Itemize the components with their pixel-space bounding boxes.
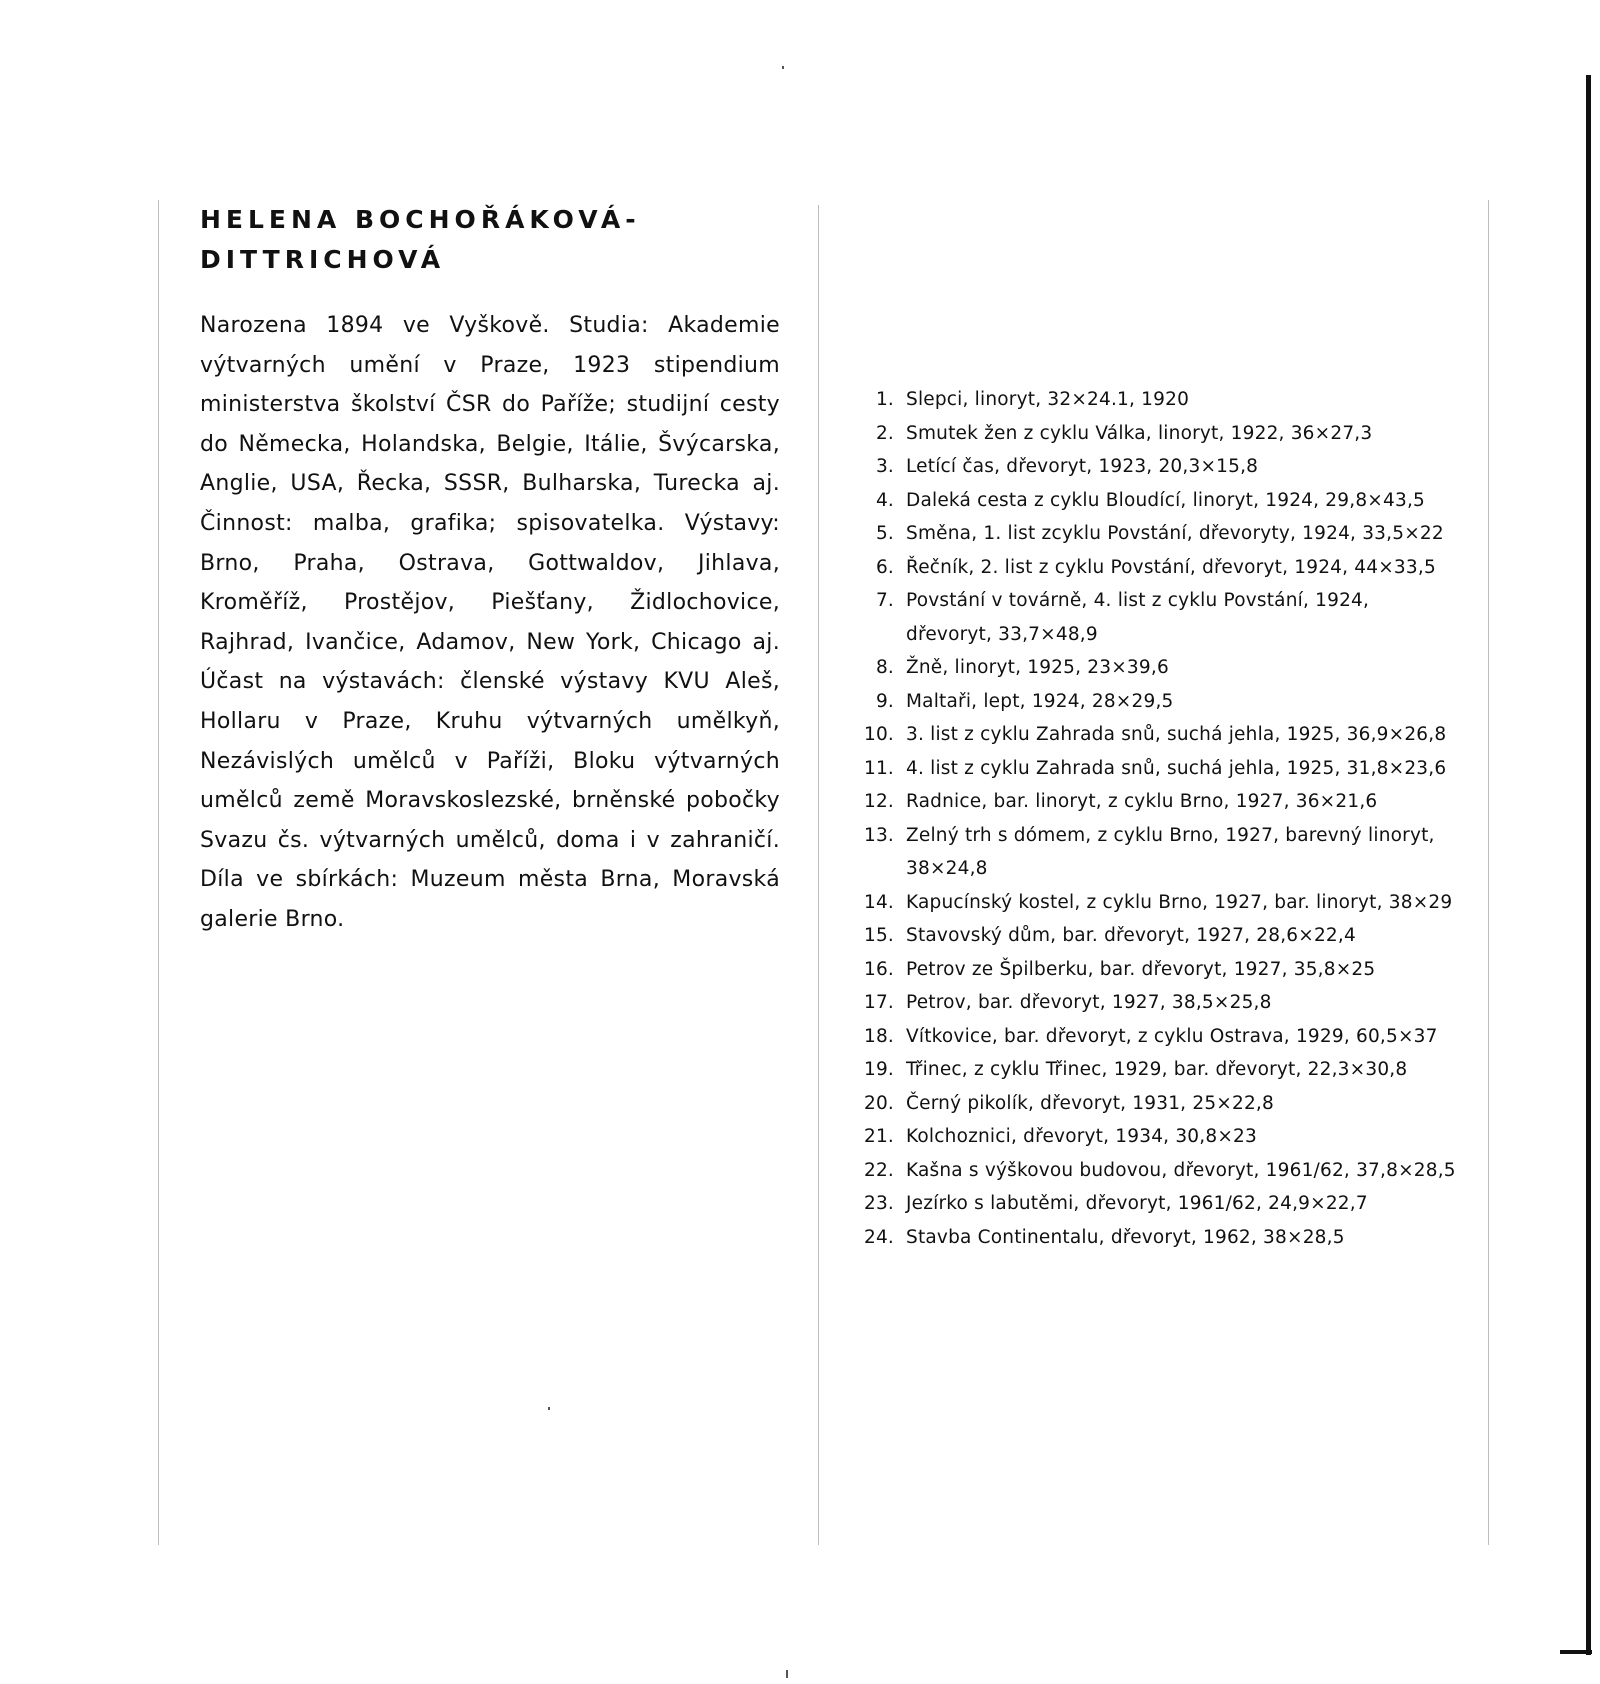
work-number: 18. (863, 1025, 894, 1047)
work-number: 6. (875, 556, 894, 578)
work-item (858, 1087, 1458, 1121)
work-item (858, 919, 1458, 953)
work-description: Zelný trh s dómem, z cyklu Brno, 1927, barevný linoryt, 38×24,8 (906, 824, 1435, 879)
work-item (858, 484, 1458, 518)
work-description: Kašna s výškovou budovou, dřevoryt, 1961/62, 37,8×28,5 (906, 1159, 1456, 1181)
work-description: Vítkovice, bar. dřevoryt, z cyklu Ostrava, 1929, 60,5×37 (906, 1025, 1438, 1047)
work-description: Letící čas, dřevoryt, 1923, 20,3×15,8 (906, 456, 1259, 477)
work-description: Stavba Continentalu, dřevoryt, 1962, 38×28,5 (906, 1226, 1345, 1248)
work-number: 4. (875, 489, 894, 511)
work-item (858, 785, 1458, 819)
work-description: Směna, 1. list zcyklu Povstání, dřevoryty, 1924, 33,5×22 (906, 523, 1444, 544)
work-number: 20. (863, 1092, 894, 1114)
work-description: Kapucínský kostel, z cyklu Brno, 1927, bar. linoryt, 38×29 (906, 891, 1453, 913)
work-item (858, 819, 1458, 886)
work-description: Maltaři, lept, 1924, 28×29,5 (906, 690, 1174, 712)
work-item (858, 417, 1458, 451)
work-item (858, 1187, 1458, 1221)
scan-edge-corner (1560, 1650, 1592, 1654)
work-description: Smutek žen z cyklu Válka, linoryt, 1922, 36×27,3 (906, 422, 1373, 444)
work-item (858, 886, 1458, 920)
work-number: 3. (875, 456, 894, 477)
work-description: Jezírko s labutěmi, dřevoryt, 1961/62, 24,9×22,7 (906, 1193, 1368, 1214)
work-description: Řečník, 2. list z cyklu Povstání, dřevoryt, 1924, 44×33,5 (906, 556, 1436, 578)
work-number: 2. (875, 422, 894, 444)
work-number: 11. (863, 757, 894, 779)
work-number: 13. (863, 824, 894, 846)
work-item (858, 986, 1458, 1020)
work-description: Žně, linoryt, 1925, 23×39,6 (906, 657, 1169, 678)
work-item (858, 1120, 1458, 1154)
work-item (858, 551, 1458, 585)
work-item (858, 953, 1458, 987)
work-description: 4. list z cyklu Zahrada snů, suchá jehla, 1925, 31,8×23,6 (906, 757, 1447, 779)
work-description: Petrov ze Špilberku, bar. dřevoryt, 1927, 35,8×25 (906, 958, 1376, 980)
work-number: 12. (863, 791, 894, 812)
work-item (858, 517, 1458, 551)
work-number: 23. (863, 1193, 894, 1214)
work-number: 17. (863, 992, 894, 1013)
artist-biography: Narozena 1894 ve Vyškově. Studia: Akademie výtvarných umění v Praze, 1923 stipendium ministerstva školství ČSR do Paříže; studijní cesty do Německa, Holandska, Belgie, Itálie, Švýcarska, Anglie, USA, Řecka, SSSR, Bulharska, Turecka aj. Činnost: malba, grafika; spisovatelka. Výstavy: Brno, Praha, Ostrava, Gottwaldov, Jihlava, Kroměříž, Prostějov, Piešťany, Židlochovice, Rajhrad, Ivančice, Adamov, New York, Chicago aj. Účast na výstavách: členské výstavy KVU Aleš, Hollaru v Praze, Kruhu výtvarných umělkyň, Nezávislých umělců v Paříži, Bloku výtvarných umělců země Moravskoslezské, brněnské pobočky Svazu čs. výtvarných umělců, doma i v zahraničí. Díla ve sbírkách: Muzeum města Brna, Moravská galerie Brno. (200, 313, 780, 932)
work-number: 15. (863, 925, 894, 946)
work-number: 1. (875, 389, 894, 410)
work-item (858, 1154, 1458, 1188)
left-column-guide (158, 200, 159, 1545)
dust-speck (548, 1407, 550, 1410)
artist-name-line-2: DITTRICHOVÁ (200, 245, 446, 274)
work-item (858, 718, 1458, 752)
work-description: Kolchoznici, dřevoryt, 1934, 30,8×23 (906, 1126, 1257, 1147)
work-item (858, 752, 1458, 786)
work-item (858, 1020, 1458, 1054)
work-description: 3. list z cyklu Zahrada snů, suchá jehla, 1925, 36,9×26,8 (906, 724, 1447, 745)
work-number: 7. (875, 590, 894, 611)
work-number: 24. (863, 1226, 894, 1248)
scan-edge-shadow (1586, 75, 1591, 1655)
right-column-guide (1488, 200, 1489, 1545)
work-number: 21. (863, 1126, 894, 1147)
work-number: 9. (875, 690, 894, 712)
artist-name-heading (200, 200, 780, 280)
work-description: Třinec, z cyklu Třinec, 1929, bar. dřevoryt, 22,3×30,8 (906, 1059, 1408, 1080)
work-number: 10. (863, 724, 894, 745)
dust-speck (782, 66, 784, 69)
work-description: Daleká cesta z cyklu Bloudící, linoryt, 1924, 29,8×43,5 (906, 489, 1425, 511)
work-description: Petrov, bar. dřevoryt, 1927, 38,5×25,8 (906, 992, 1272, 1013)
work-number: 14. (863, 891, 894, 913)
work-item (858, 584, 1458, 651)
work-description: Stavovský dům, bar. dřevoryt, 1927, 28,6×22,4 (906, 925, 1356, 946)
work-description: Černý pikolík, dřevoryt, 1931, 25×22,8 (906, 1092, 1274, 1114)
work-item (858, 685, 1458, 719)
work-item (858, 383, 1458, 417)
work-item (858, 651, 1458, 685)
work-item (858, 1053, 1458, 1087)
work-number: 5. (875, 523, 894, 544)
work-number: 22. (863, 1159, 894, 1181)
work-number: 19. (863, 1059, 894, 1080)
work-number: 8. (875, 657, 894, 678)
works-list (858, 383, 1458, 1254)
artist-name-line-1: HELENA BOCHOŘÁKOVÁ- (200, 205, 641, 234)
artist-section (200, 200, 780, 940)
work-description: Slepci, linoryt, 32×24.1, 1920 (906, 389, 1190, 410)
center-fold-guide (818, 205, 819, 1545)
work-description: Radnice, bar. linoryt, z cyklu Brno, 1927, 36×21,6 (906, 791, 1378, 812)
dust-speck (786, 1670, 788, 1678)
work-number: 16. (863, 958, 894, 980)
work-description: Povstání v továrně, 4. list z cyklu Povstání, 1924, dřevoryt, 33,7×48,9 (906, 590, 1370, 645)
work-item (858, 450, 1458, 484)
work-item (858, 1221, 1458, 1255)
